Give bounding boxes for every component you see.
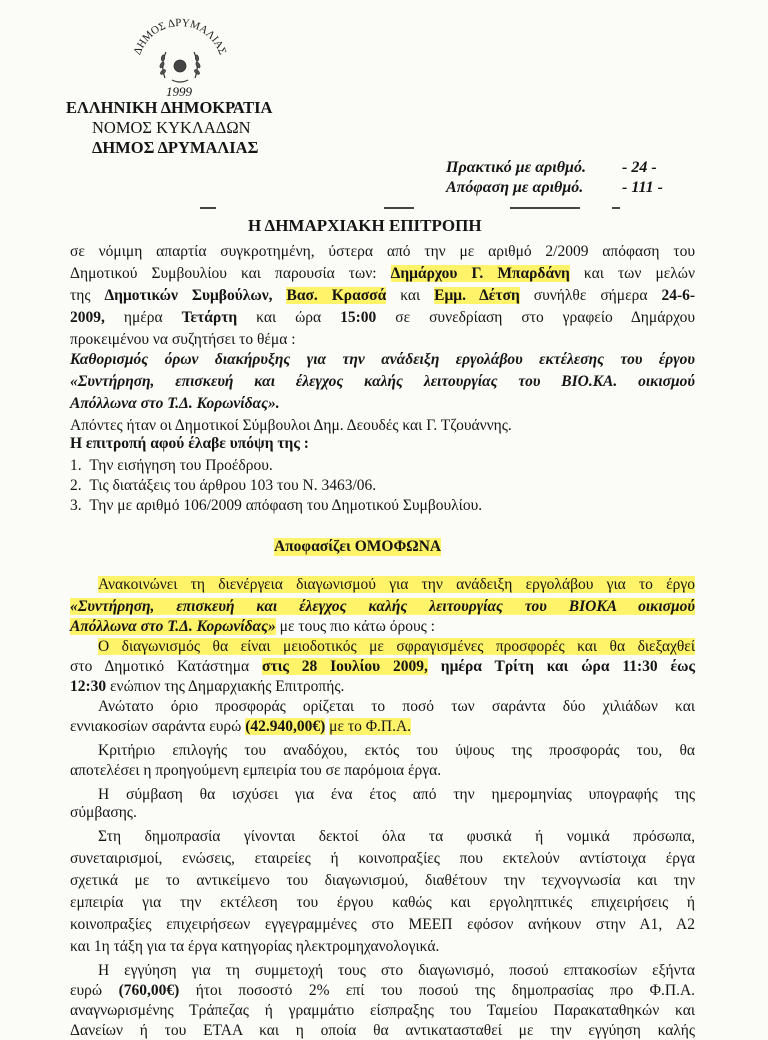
term-line: εμπειρία για την εκτέλεση του έργου καθώς και εργοληπτικές επιχειρήσεις ή: [70, 894, 695, 911]
intro-line: προκειμένου να συζητήσει το θέμα :: [70, 331, 296, 348]
prefecture-heading: ΝΟΜΟΣ ΚΥΚΛΑΔΩΝ: [92, 118, 251, 137]
document-title: Η ΔΗΜΑΡΧΙΑΚΗ ΕΠΙΤΡΟΠΗ: [248, 216, 482, 235]
term-line: 12:30 ενώπιον της Δημαρχιακής Επιτροπής.: [70, 678, 345, 695]
decision-label: Απόφαση με αριθμό.: [446, 179, 584, 196]
minutes-number: - 24 -: [622, 159, 657, 176]
svg-text:ΔΗΜΟΣ ΔΡΥΜΑΛΙΑΣ: [131, 17, 228, 57]
term-line: ευρώ (760,00€) ήτοι ποσοστό 2% επί του ποσού της δημοπρασίας προ Φ.Π.Α.: [70, 982, 696, 999]
decision-number: - 111 -: [622, 179, 663, 196]
considered-item: 1. Την εισήγηση του Προέδρου.: [70, 457, 273, 474]
intro-line: της Δημοτικών Συμβούλων, Βασ. Κρασσά και Εμμ. Δέτση συνήλθε σήμερα 24-6-: [70, 287, 696, 304]
intro-line: σε νόμιμη απαρτία συγκροτημένη, ύστερα από την με αριθμό 2/2009 απόφαση του: [70, 243, 695, 260]
municipality-heading: ΔΗΜΟΣ ΔΡΥΜΑΛΙΑΣ: [92, 138, 259, 157]
considered-item: 3. Την με αριθμό 106/2009 απόφαση του Δημοτικού Συμβουλίου.: [70, 497, 483, 514]
term-line: Η σύμβαση θα ισχύσει για ένα έτος από την ημερομηνίας υπογραφής της: [98, 786, 695, 803]
term-line: αναγνωρισμένης Τράπεζας ή γραμμάτιο είσπραξης του Ταμείου Παρακαταθηκών και: [70, 1002, 695, 1019]
scan-mark: [384, 207, 414, 209]
term-line: Κριτήριο επιλογής του αναδόχου, εκτός του ύψους της προσφοράς του, θα: [98, 742, 695, 759]
announce-line: Ανακοινώνει τη διενέργεια διαγωνισμού για την ανάδειξη εργολάβου για το έργο: [98, 576, 695, 593]
seal-year: 1999: [166, 84, 192, 99]
term-line: σχετικά με το αντικείμενο του διαγωνισμού, διαθέτουν την τεχνογνωσία και την: [70, 872, 695, 889]
term-line: στο Δημοτικό Κατάστημα στις 28 Ιουλίου 2009, ημέρα Τρίτη και ώρα 11:30 έως: [70, 658, 696, 675]
considered-heading: Η επιτροπή αφού έλαβε υπόψη της :: [70, 435, 309, 452]
announce-line: «Συντήρηση, επισκευή και έλεγχος καλής λειτουργίας του ΒΙΟΚΑ οικισμού: [70, 598, 695, 615]
subject-line: «Συντήρηση, επισκευή και έλεγχος καλής λειτουργίας του ΒΙΟ.ΚΑ. οικισμού: [70, 373, 695, 390]
intro-line: Δημοτικού Συμβουλίου και παρουσία των: Δημάρχου Γ. Μπαρδάνη και των μελών: [70, 265, 695, 282]
member-name: Εμμ. Δέτση: [434, 287, 520, 304]
term-line: και 1η τάξη για τα έργα κατηγορίας ηλεκτρομηχανολογικά.: [70, 938, 440, 955]
member-name: Βασ. Κρασσά: [286, 287, 387, 304]
mayor-name: Δημάρχου Γ. Μπαρδάνη: [390, 265, 570, 282]
subject-line: Καθορισμός όρων διακήρυξης για την ανάδειξη εργολάβου εκτέλεσης του έργου: [70, 351, 695, 368]
republic-heading: ΕΛΛΗΝΙΚΗ ΔΗΜΟΚΡΑΤΙΑ: [66, 98, 273, 117]
scan-mark: [612, 207, 620, 209]
term-line: Δανείων ή του ΕΤΑΑ και η οποία θα αντικατασταθεί με την εγγύηση καλής: [70, 1022, 695, 1039]
intro-line: 2009, ημέρα Τετάρτη και ώρα 15:00 σε συνεδρίαση στο γραφείο Δημάρχου: [70, 309, 696, 326]
term-line: Ανώτατο όριο προσφοράς ορίζεται το ποσό των σαράντα δύο χιλιάδων και: [98, 698, 695, 715]
subject-line: Απόλλωνα στο Τ.Δ. Κορωνίδας».: [70, 395, 280, 412]
considered-item: 2. Τις διατάξεις του άρθρου 103 του Ν. 3463/06.: [70, 477, 377, 494]
term-line: Ο διαγωνισμός θα είναι μειοδοτικός με σφραγισμένες προσφορές και θα διεξαχθεί: [98, 638, 695, 655]
scan-mark: [510, 207, 580, 209]
max-offer-amount: (42.940,00€): [245, 718, 326, 735]
term-line: συνεταιρισμοί, ενώσεις, εταιρείες ή κοινοπραξίες που εκτελούν αντίστοιχα έργα: [70, 850, 695, 867]
term-line: κοινοπραξίες επιχειρήσεων εγγεγραμμένες στο ΜΕΕΠ εφόσον ανήκουν στην Α1, Α2: [70, 916, 695, 933]
term-line: αποτελέσει η προηγούμενη εμπειρία του σε παρόμοια έργα.: [70, 762, 442, 779]
scan-mark: [200, 207, 216, 209]
decision-heading: Αποφασίζει ΟΜΟΦΩΝΑ: [274, 538, 442, 555]
seal-text: ΔΗΜΟΣ ΔΡΥΜΑΛΙΑΣ: [131, 16, 229, 57]
term-line: εννιακοσίων σαράντα ευρώ (42.940,00€) με το Φ.Π.Α.: [70, 718, 412, 735]
minutes-label: Πρακτικό με αριθμό.: [446, 159, 586, 176]
announce-line: Απόλλωνα στο Τ.Δ. Κορωνίδας» με τους πιο κάτω όρους :: [70, 618, 435, 635]
term-line: Στη δημοπρασία γίνονται δεκτοί όλα τα φυσικά ή νομικά πρόσωπα,: [98, 828, 695, 845]
guarantee-amount: (760,00€): [118, 982, 180, 999]
term-line: σύμβασης.: [70, 804, 137, 821]
absent-members: Απόντες ήταν οι Δημοτικοί Σύμβουλοι Δημ. Δεουδές και Γ. Τζουάννης.: [70, 417, 512, 434]
term-line: Η εγγύηση για τη συμμετοχή τους στο διαγωνισμό, ποσού επτακοσίων εξήντα: [98, 962, 695, 979]
